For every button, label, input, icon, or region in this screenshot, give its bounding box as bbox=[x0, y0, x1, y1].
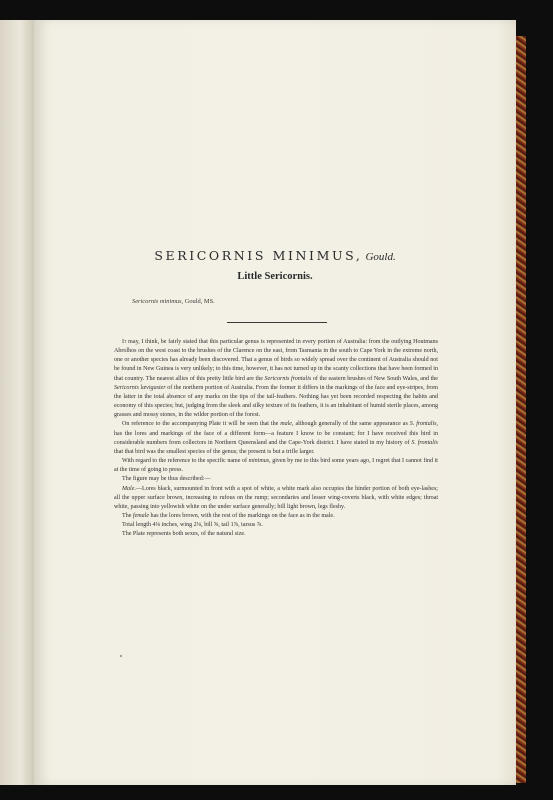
italic-run: Sericornis frontalis bbox=[264, 375, 312, 382]
text-run: , has the lores and markings of the face of a different form—a feature I know to be constant; for I have received this bird in considerable numbers from collectors in Northern Queensland and the Cape-York district. I have stated in my history of bbox=[114, 421, 438, 446]
text-run: The figure may be thus described:— bbox=[122, 476, 211, 483]
paper-blemish bbox=[120, 655, 122, 657]
smallcaps-run: It bbox=[122, 339, 127, 345]
text-run: has the lores brown, with the rest of the markings on the face as in the male. bbox=[149, 512, 335, 519]
italic-run: Sericornis lævigaster bbox=[114, 384, 166, 391]
italic-run: Male bbox=[122, 485, 135, 492]
book-page bbox=[34, 20, 516, 785]
text-run: of the northern portion of Australia. From the former it differs in the markings of the face and eye-stripes, from the latter in the total absence of any marks on the tips of the tail-feathers. Nothing has yet been recorded respecting the habits and economy of this species; but, judging from the sleek and silky texture of its feathers, it is an inhabitant of humid sterile places, among grasses and mossy stones, in the wilder portion of the forest. bbox=[114, 384, 438, 419]
synonym-name: Sericornis minimus, bbox=[132, 298, 184, 305]
body-paragraph bbox=[114, 485, 438, 512]
synonym-source: Gould, MS. bbox=[183, 298, 215, 305]
body-paragraph bbox=[114, 512, 438, 521]
synonym-line bbox=[132, 298, 215, 305]
species-name: SERICORNIS MINIMUS, bbox=[154, 248, 363, 263]
text-run: , although generally of the same appearance as bbox=[292, 421, 410, 428]
species-author: Gould. bbox=[365, 251, 396, 263]
body-paragraph bbox=[114, 457, 438, 475]
text-run: , given by me to this bird some years ago, I regret that I cannot find it at the time of going to press. bbox=[114, 458, 438, 474]
left-page-edge bbox=[0, 20, 34, 785]
italic-run: S. frontalis bbox=[411, 439, 438, 446]
text-run: The bbox=[122, 512, 133, 519]
text-run: The Plate represents both sexes, of the natural size. bbox=[122, 531, 246, 538]
text-run: With regard to the reference to the specific name of bbox=[122, 458, 249, 465]
body-paragraph bbox=[114, 420, 438, 457]
common-name: Little Sericornis. bbox=[237, 271, 313, 282]
text-run: Total length 4⅛ inches, wing 2⅛, bill ⅝, tail 1⅞, tarsus ⅞. bbox=[122, 522, 263, 529]
italic-run: S. frontalis bbox=[409, 421, 437, 428]
body-paragraph bbox=[114, 338, 438, 420]
body-paragraph bbox=[114, 530, 438, 539]
italic-run: male bbox=[280, 421, 292, 428]
body-text bbox=[114, 338, 438, 539]
page-title bbox=[34, 230, 516, 268]
text-run: that that bird was the smallest species of the genus; the present is but a trifle larger. bbox=[114, 448, 315, 455]
text-run: of the eastern brushes of New South Wales, and the bbox=[311, 375, 438, 382]
italic-run: female bbox=[132, 512, 150, 519]
section-divider bbox=[227, 322, 327, 323]
text-run: On reference to the accompanying Plate it will be seen that the bbox=[122, 421, 281, 428]
text-run: may, I think, be fairly stated that this particular genus is represented in every portion of Australia: from the outlying Houtmans Abrolhos on the west coast to the brushes of the Clarence on the east, from Tasmania in the south to Cape York in the extreme north, one or another species has already been discovered. That a genus of birds so widely spread over the continent of Australia should not be found in New Guinea is very unlikely; to this time, however, it has not turned up in the scanty collections that have been formed in that country. The nearest allies of this pretty little bird are the bbox=[114, 339, 438, 382]
italic-run: minimus bbox=[248, 458, 270, 465]
text-run: .—Lores black, surmounted in front with a spot of white, a white mark also occupies the hinder portion of both eye-lashes; all the upper surface brown, increasing to rufous on the rump; secondaries and lesser wing-coverts black, with white edges; throat white, passing into yellowish white on the under surface generally; bill light brown, legs fleshy. bbox=[114, 485, 438, 510]
body-paragraph bbox=[114, 521, 438, 530]
body-paragraph bbox=[114, 475, 438, 484]
